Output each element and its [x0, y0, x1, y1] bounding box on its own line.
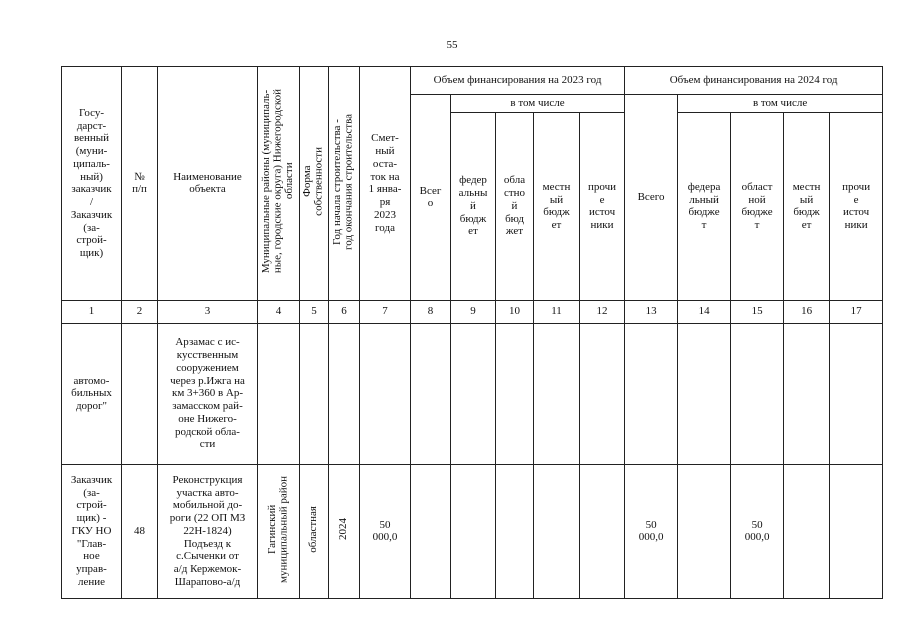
cell-regional-2024: 50 000,0	[731, 464, 784, 598]
column-number: 10	[496, 300, 534, 323]
funding-table	[61, 66, 883, 599]
header-number: № п/п	[122, 67, 158, 301]
column-number: 6	[329, 300, 360, 323]
column-number: 16	[784, 300, 830, 323]
cell-other-2024	[830, 323, 883, 464]
header-other-2023: прочи е источ ники	[580, 112, 625, 300]
cell-years	[329, 464, 360, 598]
header-row-1	[62, 67, 883, 95]
cell-federal-2024	[678, 464, 731, 598]
cell-other-2023	[580, 464, 625, 598]
header-regional-2023: обла стно й бюд жет	[496, 112, 534, 300]
cell-local-2024	[784, 323, 830, 464]
column-number: 9	[451, 300, 496, 323]
column-number-row	[62, 300, 883, 323]
cell-total-2023	[411, 323, 451, 464]
cell-customer: Заказчик (за- строй- щик) - ГКУ НО "Глав- ное управ- ление	[62, 464, 122, 598]
cell-regional-2024	[731, 323, 784, 464]
column-number: 12	[580, 300, 625, 323]
cell-ownership	[300, 323, 329, 464]
cell-local-2023	[534, 323, 580, 464]
header-local-2024: местн ый бюдж ет	[784, 112, 830, 300]
header-including-2023: в том числе	[451, 95, 625, 113]
header-federal-2024: федера льный бюдже т	[678, 112, 731, 300]
column-number: 17	[830, 300, 883, 323]
header-funding-2024: Объем финансирования на 2024 год	[625, 67, 883, 95]
cell-federal-2023	[451, 464, 496, 598]
column-number: 13	[625, 300, 678, 323]
cell-estimate: 50 000,0	[360, 464, 411, 598]
table-row	[62, 464, 883, 598]
header-ownership-form	[300, 67, 329, 301]
cell-federal-2023	[451, 323, 496, 464]
column-number: 2	[122, 300, 158, 323]
header-regional-2024: област ной бюдже т	[731, 112, 784, 300]
column-number: 5	[300, 300, 329, 323]
cell-customer: автомо- бильных дорог"	[62, 323, 122, 464]
header-total-2024: Всего	[625, 95, 678, 301]
cell-years	[329, 323, 360, 464]
cell-ownership	[300, 464, 329, 598]
header-object-name: Наименование объекта	[158, 67, 258, 301]
header-municipal-district	[258, 67, 300, 301]
column-number: 8	[411, 300, 451, 323]
cell-local-2024	[784, 464, 830, 598]
column-number: 7	[360, 300, 411, 323]
header-construction-years	[329, 67, 360, 301]
header-customer: Госу- дарст- венный (муни- ципаль- ный) заказчик / Заказчик (за- строй- щик)	[62, 67, 122, 301]
cell-estimate	[360, 323, 411, 464]
column-number: 4	[258, 300, 300, 323]
cell-other-2024	[830, 464, 883, 598]
header-including-2024: в том числе	[678, 95, 883, 113]
cell-number	[122, 323, 158, 464]
cell-local-2023	[534, 464, 580, 598]
header-estimate-balance: Смет- ный оста- ток на 1 янва- ря 2023 года	[360, 67, 411, 301]
column-number: 14	[678, 300, 731, 323]
header-ownership-form-text: Форма собственности	[301, 147, 325, 216]
header-federal-2023: федер альны й бюдж ет	[451, 112, 496, 300]
cell-object-name: Реконструкция участка авто- мобильной до- роги (22 ОП МЗ 22Н-1824) Подъезд к с.Сыченки от а/д Кержемок- Шарапово-а/д	[158, 464, 258, 598]
cell-regional-2023	[496, 323, 534, 464]
cell-total-2024: 50 000,0	[625, 464, 678, 598]
header-municipal-district-text: Муниципальные районы (муниципаль- ные, городские округа) Нижегородской области	[260, 89, 296, 274]
cell-total-2024	[625, 323, 678, 464]
page-number: 55	[446, 39, 458, 51]
cell-years-text: 2024	[337, 518, 350, 541]
cell-number: 48	[122, 464, 158, 598]
column-number: 1	[62, 300, 122, 323]
header-total-2023: Всег о	[411, 95, 451, 301]
cell-other-2023	[580, 323, 625, 464]
table-row	[62, 323, 883, 464]
cell-district	[258, 464, 300, 598]
header-construction-years-text: Год начала строительства - год окончания строительства	[331, 113, 355, 250]
header-funding-2023: Объем финансирования на 2023 год	[411, 67, 625, 95]
cell-district	[258, 323, 300, 464]
cell-total-2023	[411, 464, 451, 598]
cell-federal-2024	[678, 323, 731, 464]
column-number: 15	[731, 300, 784, 323]
column-number: 3	[158, 300, 258, 323]
header-local-2023: местн ый бюдж ет	[534, 112, 580, 300]
cell-ownership-text: областная	[307, 506, 320, 553]
column-number: 11	[534, 300, 580, 323]
cell-object-name: Арзамас с ис- кусственным сооружением через р.Ижга на км 3+360 в Ар- замасском рай- оне Нижего- родской обла- сти	[158, 323, 258, 464]
cell-district-text: Гагинский муниципальный район	[265, 475, 290, 583]
header-other-2024: прочи е источ ники	[830, 112, 883, 300]
cell-regional-2023	[496, 464, 534, 598]
